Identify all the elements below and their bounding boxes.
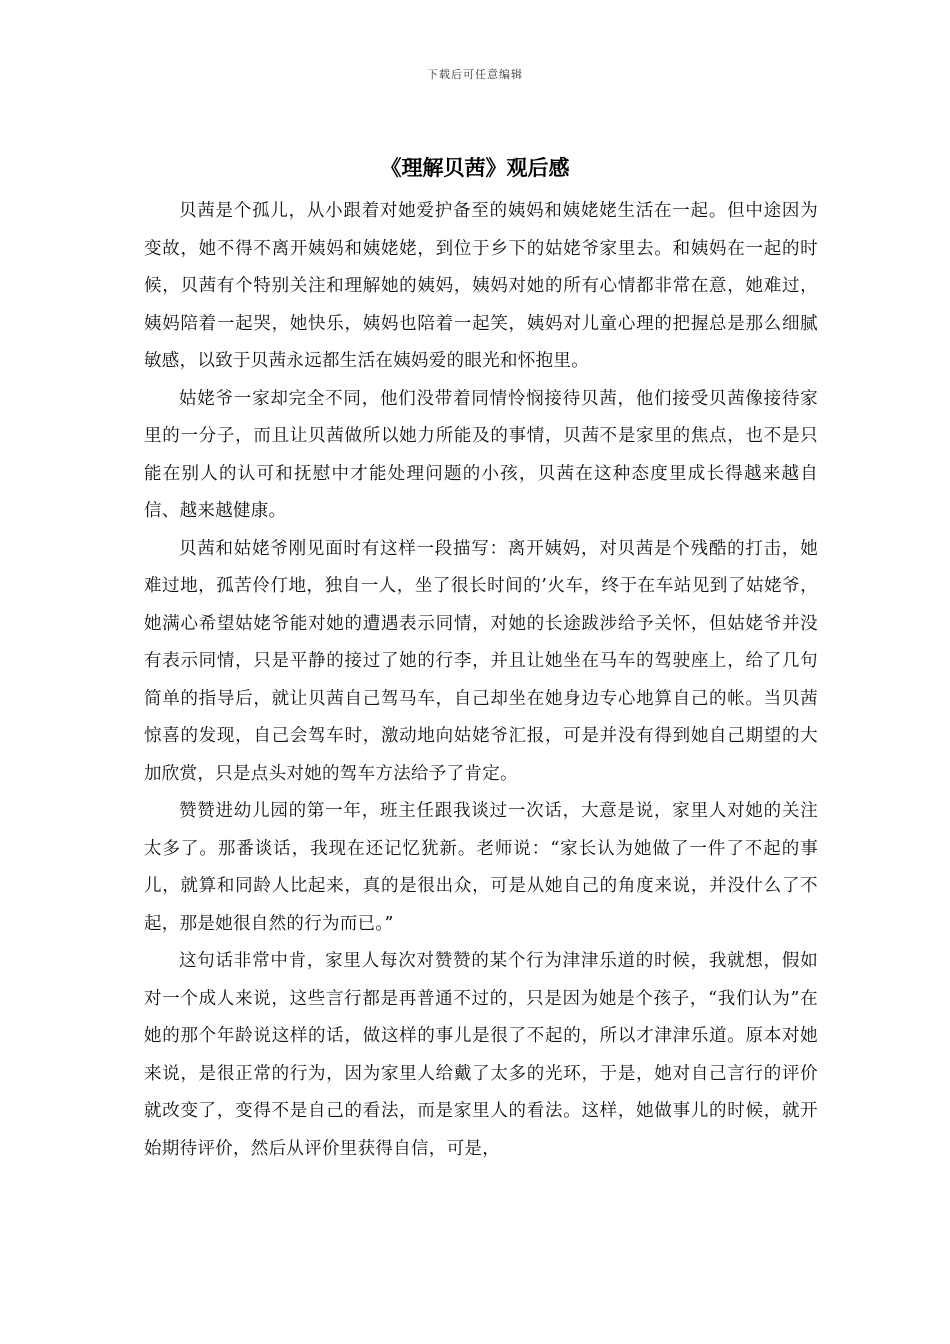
paragraph: 姑姥爷一家却完全不同，他们没带着同情怜悯接待贝茜，他们接受贝茜像接待家里的一分子，而且让贝茜做所以她力所能及的事情，贝茜不是家里的焦点，也不是只能在别人的认可和抚慰中才能处理问题的小孩，贝茜在这种态度里成长得越来越自信、越来越健康。 [144, 388, 818, 521]
paragraph: 这句话非常中肯，家里人每次对赞赞的某个行为津津乐道的时候，我就想，假如对一个成人来说，这些言行都是再普通不过的，只是因为她是个孩子，“我们认为”在她的那个年龄说这样的话，做这样的事儿是很了不起的，所以才津津乐道。原本对她来说，是很正常的行为，因为家里人给戴了太多的光环，于是，她对自己言行的评价就改变了，变得不是自己的看法，而是家里人的看法。这样，她做事儿的时候，就开始期待评价，然后从评价里获得自信，可是， [144, 951, 818, 1159]
paragraph: 贝茜是个孤儿，从小跟着对她爱护备至的姨妈和姨姥姥生活在一起。但中途因为变故，她不得不离开姨妈和姨姥姥，到位于乡下的姑姥爷家里去。和姨妈在一起的时候，贝茜有个特别关注和理解她的姨妈，姨妈对她的所有心情都非常在意，她难过，姨妈陪着一起哭，她快乐，姨妈也陪着一起笑，姨妈对儿童心理的把握总是那么细腻敏感，以致于贝茜永远都生活在姨妈爱的眼光和怀抱里。 [144, 201, 818, 371]
document-title: 《理解贝茜》观后感 [380, 155, 570, 180]
paragraph: 贝茜和姑姥爷刚见面时有这样一段描写：离开姨妈，对贝茜是个残酷的打击，她难过地，孤苦伶仃地，独自一人，坐了很长时间的’火车，终于在车站见到了姑姥爷，她满心希望姑姥爷能对她的遭遇表示同情，对她的长途跋涉给予关怀，但姑姥爷并没有表示同情，只是平静的接过了她的行李，并且让她坐在马车的驾驶座上，给了几句简单的指导后，就让贝茜自己驾马车，自己却坐在她身边专心地算自己的帐。当贝茜惊喜的发现，自己会驾车时，激动地向姑姥爷汇报，可是并没有得到她自己期望的大加欣赏，只是点头对她的驾车方法给予了肯定。 [144, 538, 818, 784]
paragraph: 赞赞进幼儿园的第一年，班主任跟我谈过一次话，大意是说，家里人对她的关注太多了。那番谈话，我现在还记忆犹新。老师说：“家长认为她做了一件了不起的事儿，就算和同龄人比起来，真的是很出众，可是从她自己的角度来说，并没什么了不起，那是她很自然的行为而已。” [144, 801, 818, 934]
document-body [144, 193, 818, 1168]
page-header-note: 下载后可任意编辑 [427, 68, 523, 81]
